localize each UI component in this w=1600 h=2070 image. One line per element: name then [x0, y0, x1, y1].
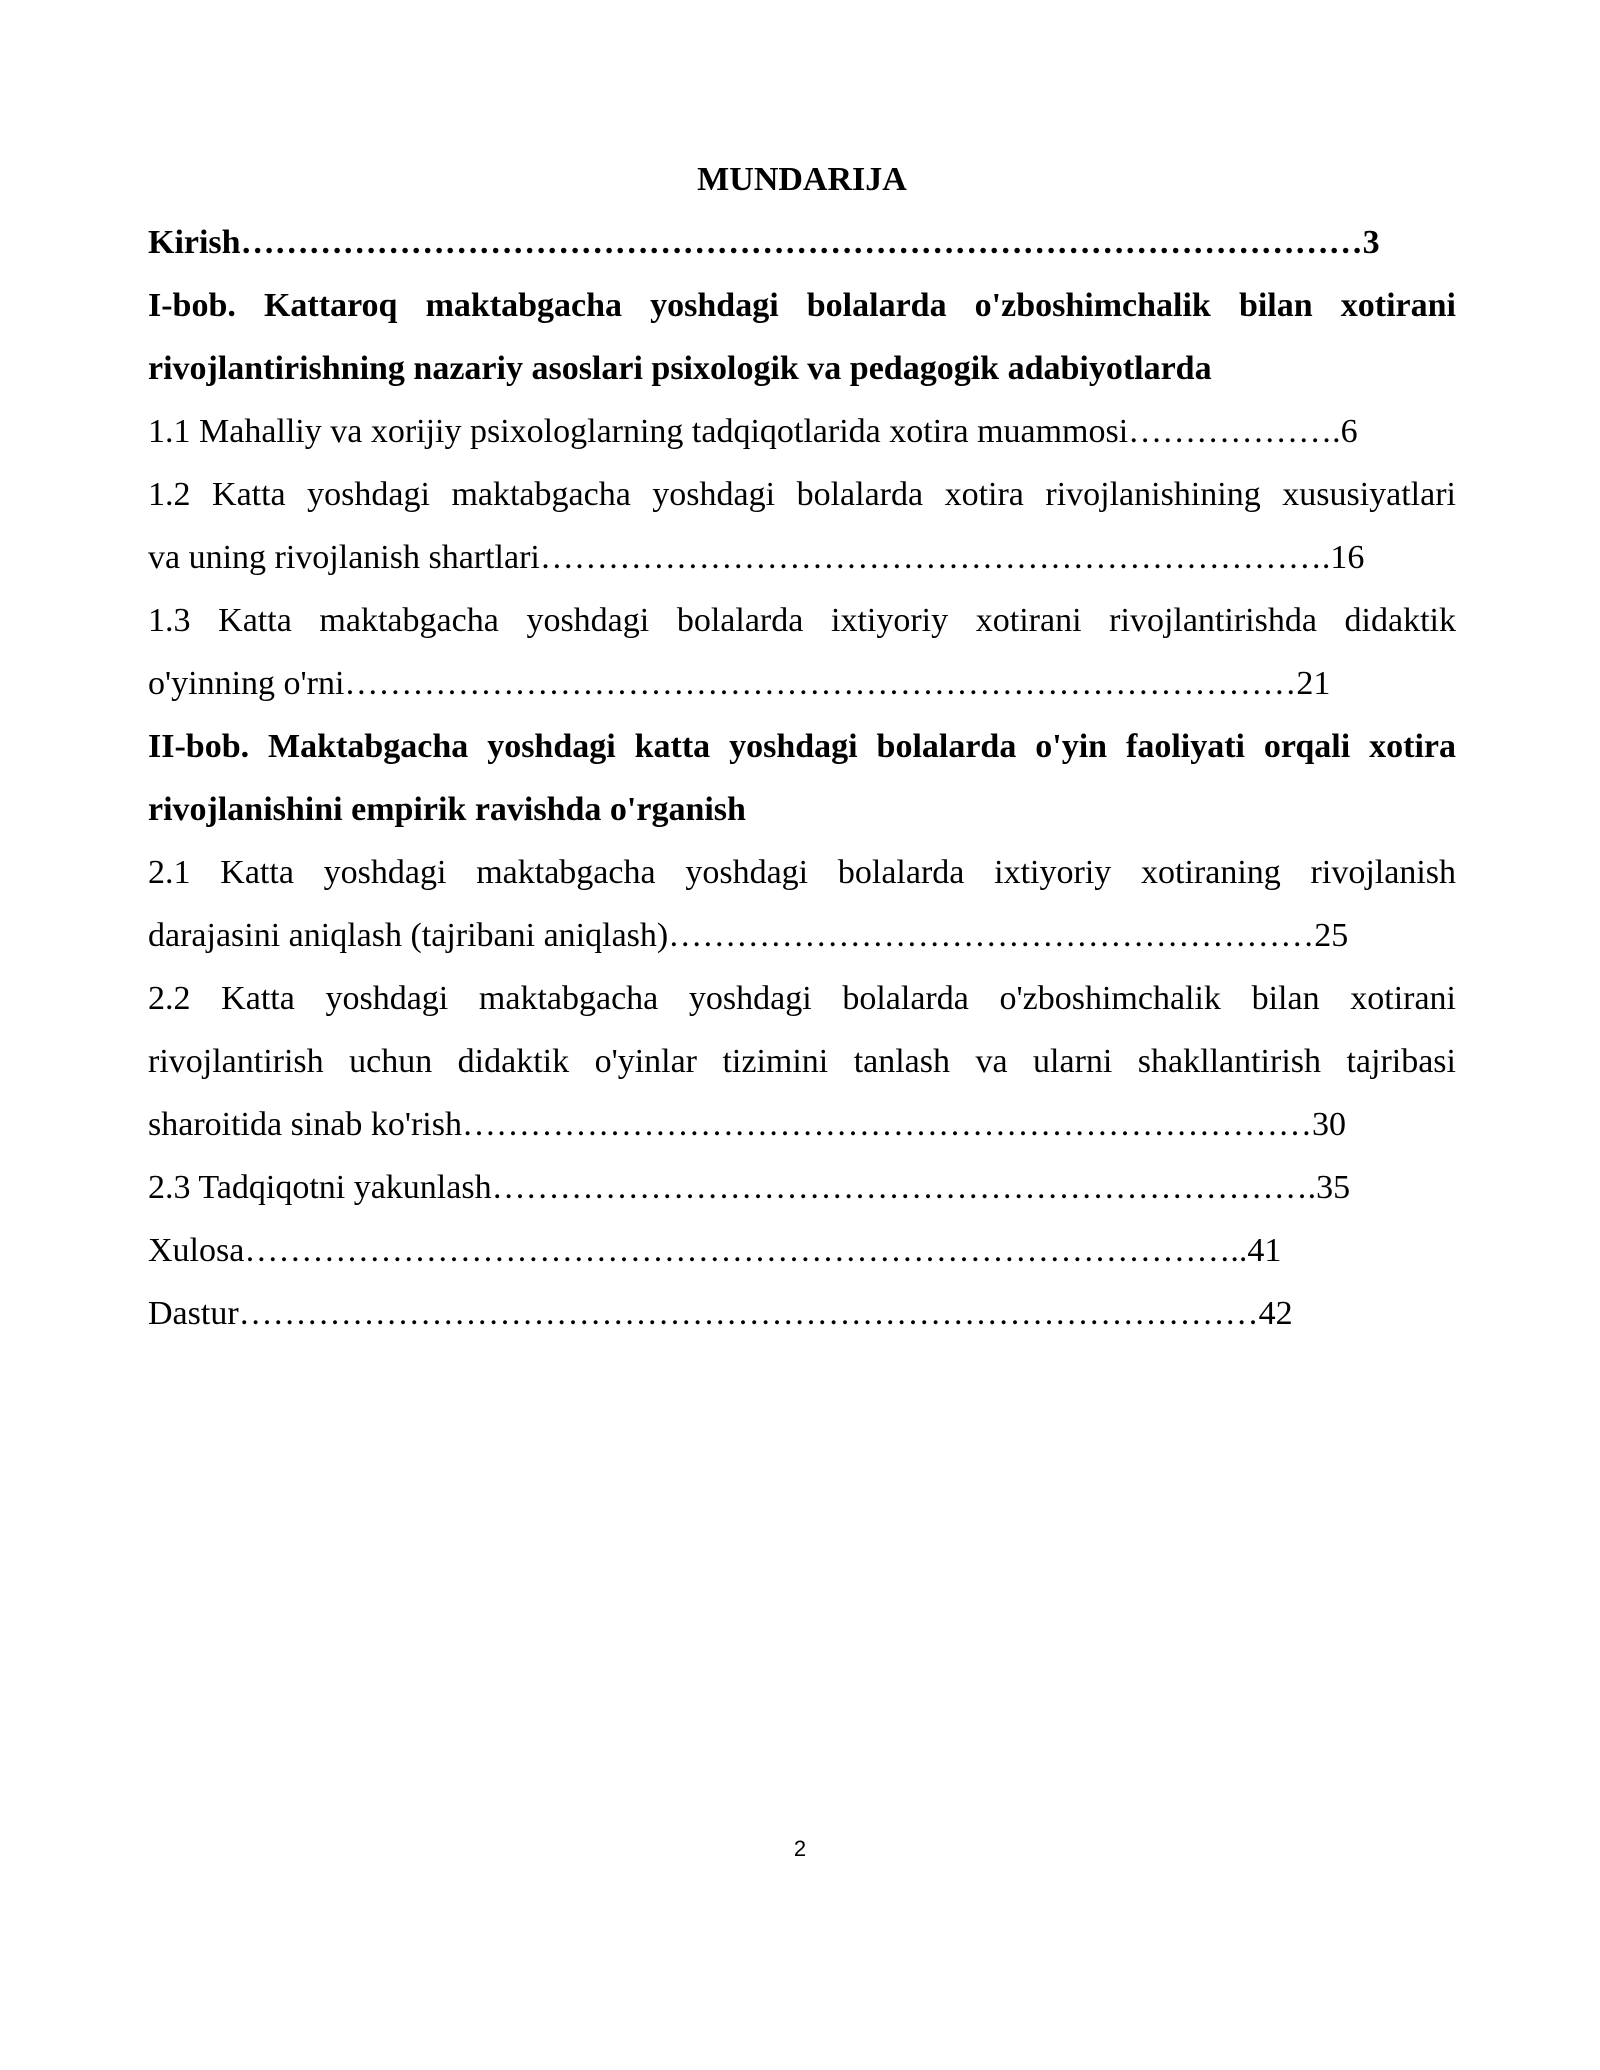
toc-entry-dastur: Dastur………………………………………………………………………………42 — [148, 1295, 1293, 1332]
toc-entry-1-3-text: 1.3 Katta maktabgacha yoshdagi bolalarda ixtiyoriy xotirani rivojlantirishda didaktik — [148, 602, 1456, 639]
toc-entry-2-2-tail: sharoitida sinab ko'rish…………………………………………………………………30 — [148, 1106, 1346, 1143]
toc-entry-1-3 — [148, 589, 1456, 652]
toc-title: MUNDARIJA — [697, 161, 907, 198]
toc-chapter-2-title: II-bob. Maktabgacha yoshdagi katta yoshdagi bolalarda o'yin faoliyati orqali xotira rivojlanishini empirik ravishda o'rganish — [148, 728, 1456, 828]
toc-entry-kirish: Kirish………………………………………………………………………………………3 — [148, 224, 1380, 261]
toc-entry-2-3: 2.3 Tadqiqotni yakunlash……………………………………………………………….35 — [148, 1169, 1351, 1206]
toc-entry-2-1-text: 2.1 Katta yoshdagi maktabgacha yoshdagi bolalarda ixtiyoriy xotiraning rivojlanish — [148, 854, 1456, 891]
toc-entry-1-1: 1.1 Mahalliy va xorijiy psixologlarning tadqiqotlarida xotira muammosi……………….6 — [148, 413, 1358, 450]
toc-entry-xulosa: Xulosa……………………………………………………………………………..41 — [148, 1232, 1282, 1269]
toc-entry-2-1-tail: darajasini aniqlash (tajribani aniqlash)…………………………………………………25 — [148, 917, 1349, 954]
table-of-contents — [148, 148, 1456, 1345]
toc-entry-2-2 — [148, 967, 1456, 1093]
toc-entry-1-2-tail: va uning rivojlanish shartlari…………………………………………………………….16 — [148, 539, 1365, 576]
toc-entry-2-1 — [148, 841, 1456, 904]
toc-entry-1-2-text: 1.2 Katta yoshdagi maktabgacha yoshdagi bolalarda xotira rivojlanishining xususiyatlari — [148, 476, 1456, 513]
toc-entry-2-2-text: 2.2 Katta yoshdagi maktabgacha yoshdagi bolalarda o'zboshimchalik bilan xotirani rivojlantirish uchun didaktik o'yinlar tizimini tanlash va ularni shakllantirish tajribasi — [148, 980, 1456, 1080]
toc-entry-1-3-tail: o'yinning o'rni…………………………………………………………………………21 — [148, 665, 1331, 702]
toc-entry-1-2 — [148, 463, 1456, 526]
page-number: 2 — [793, 1836, 807, 1861]
toc-chapter-1-title: I-bob. Kattaroq maktabgacha yoshdagi bolalarda o'zboshimchalik bilan xotirani rivojlantirishning nazariy asoslari psixologik va pedagogik adabiyotlarda — [148, 287, 1456, 387]
